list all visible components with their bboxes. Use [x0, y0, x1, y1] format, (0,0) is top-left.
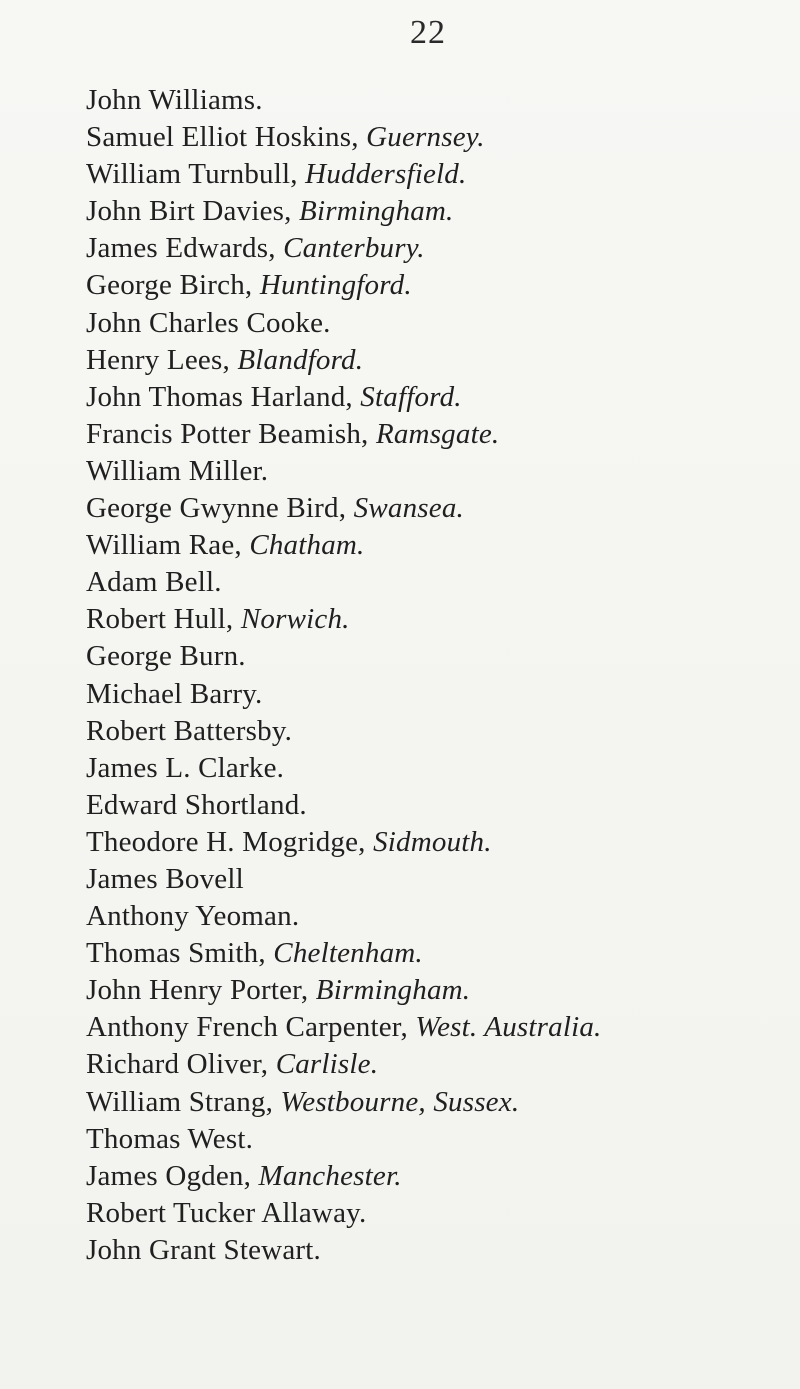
list-item: [86, 638, 786, 675]
list-item: [86, 342, 786, 379]
list-item: [86, 898, 786, 935]
person-name: William Miller.: [86, 454, 269, 487]
person-name: John Birt Davies,: [86, 195, 300, 228]
list-item: [86, 1121, 786, 1158]
place-name: Norwich.: [240, 603, 350, 636]
list-item: [86, 1232, 786, 1269]
place-name: Birmingham.: [315, 974, 471, 1007]
person-name: John Thomas Harland,: [86, 380, 361, 413]
person-name: John Charles Cooke.: [86, 306, 331, 339]
person-name: Michael Barry.: [86, 677, 263, 710]
person-name: William Strang,: [86, 1085, 281, 1118]
list-item: [86, 379, 786, 416]
list-item: [86, 453, 786, 490]
place-name: Carlisle.: [275, 1048, 379, 1081]
list-item: [86, 1084, 786, 1121]
person-name: John Henry Porter,: [86, 974, 316, 1007]
place-name: Blandford.: [237, 343, 364, 376]
person-name: Theodore H. Mogridge,: [86, 825, 374, 858]
page-number: 22: [410, 14, 446, 51]
person-name: William Turnbull,: [86, 158, 306, 191]
place-name: Sidmouth.: [373, 825, 492, 858]
place-name: Stafford.: [360, 380, 462, 413]
list-item: [86, 267, 786, 304]
person-name: George Burn.: [86, 640, 246, 673]
list-item: [86, 787, 786, 824]
list-item: [86, 861, 786, 898]
list-item: [86, 193, 786, 230]
person-name: Robert Hull,: [86, 603, 241, 636]
list-item: [86, 824, 786, 861]
place-name: Cheltenham.: [273, 937, 423, 970]
name-list: [86, 82, 786, 1269]
person-name: George Birch,: [86, 269, 260, 302]
list-item: [86, 527, 786, 564]
list-item: [86, 416, 786, 453]
list-item: [86, 1009, 786, 1046]
list-item: [86, 1195, 786, 1232]
person-name: Edward Shortland.: [86, 788, 307, 821]
person-name: James Bovell: [86, 862, 244, 895]
place-name: Birmingham.: [299, 195, 454, 228]
person-name: Thomas Smith,: [86, 937, 274, 970]
place-name: Chatham.: [249, 529, 365, 562]
list-item: [86, 676, 786, 713]
person-name: Henry Lees,: [86, 343, 238, 376]
list-item: [86, 230, 786, 267]
list-item: [86, 601, 786, 638]
person-name: George Gwynne Bird,: [86, 492, 354, 525]
person-name: Richard Oliver,: [86, 1048, 276, 1081]
place-name: Canterbury.: [283, 232, 425, 265]
list-item: [86, 490, 786, 527]
person-name: James L. Clarke.: [86, 751, 285, 784]
list-item: [86, 119, 786, 156]
list-item: [86, 1046, 786, 1083]
list-item: [86, 935, 786, 972]
place-name: Guernsey.: [366, 121, 485, 154]
place-name: Ramsgate.: [375, 417, 500, 450]
place-name: Westbourne, Sussex.: [280, 1085, 520, 1118]
list-item: [86, 305, 786, 342]
person-name: Anthony Yeoman.: [86, 900, 300, 933]
person-name: Francis Potter Beamish,: [86, 417, 376, 450]
person-name: James Edwards,: [86, 232, 284, 265]
place-name: Manchester.: [258, 1159, 402, 1192]
list-item: [86, 750, 786, 787]
place-name: Huddersfield.: [305, 158, 467, 191]
person-name: William Rae,: [86, 529, 250, 562]
person-name: John Grant Stewart.: [86, 1233, 321, 1266]
list-item: [86, 972, 786, 1009]
person-name: Robert Tucker Allaway.: [86, 1196, 367, 1229]
list-item: [86, 82, 786, 119]
place-name: Huntingford.: [259, 269, 412, 302]
person-name: John Williams.: [86, 84, 263, 116]
person-name: Adam Bell.: [86, 566, 222, 599]
list-item: [86, 713, 786, 750]
list-item: [86, 156, 786, 193]
list-item: [86, 1158, 786, 1195]
person-name: Samuel Elliot Hoskins,: [86, 121, 367, 154]
place-name: Swansea.: [353, 492, 464, 525]
person-name: James Ogden,: [86, 1159, 259, 1192]
person-name: Thomas West.: [86, 1122, 254, 1155]
list-item: [86, 564, 786, 601]
person-name: Robert Battersby.: [86, 714, 293, 747]
place-name: West. Australia.: [415, 1011, 602, 1044]
person-name: Anthony French Carpenter,: [86, 1011, 416, 1044]
